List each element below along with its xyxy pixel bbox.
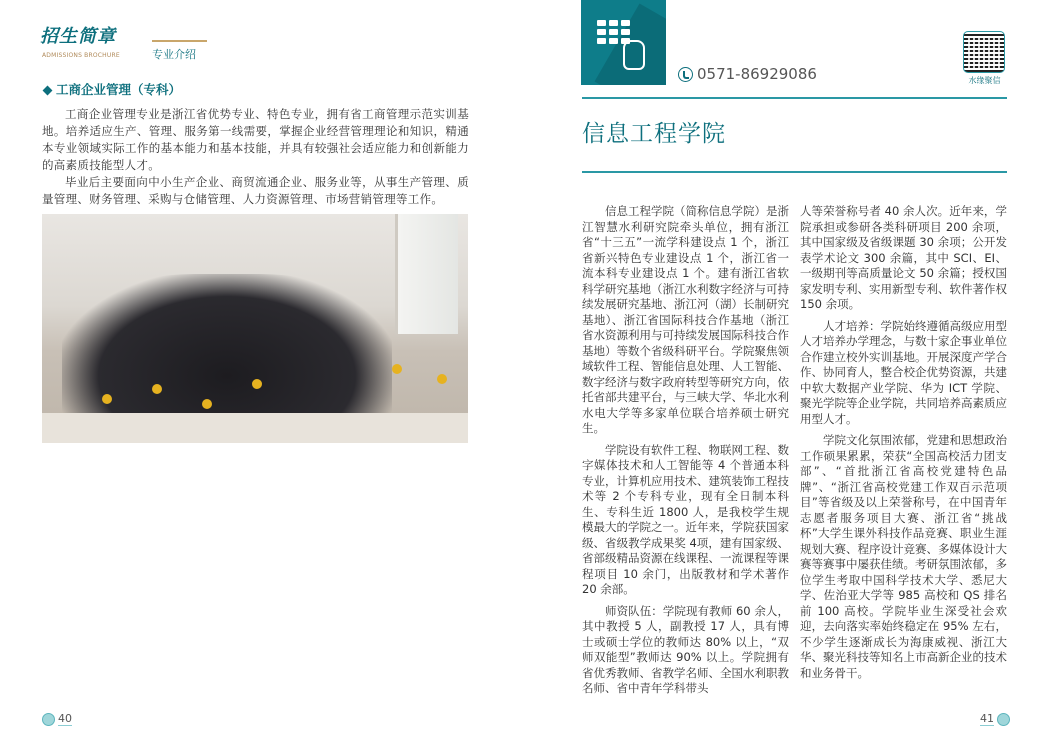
paragraph: 毕业后主要面向中小生产企业、商贸流通企业、服务业等，从事生产管理、质量管理、财务管理、采购与仓储管理、人力资源管理、市场营销管理等工作。 — [42, 175, 469, 206]
divider — [582, 97, 1007, 99]
contact-icon-box — [581, 0, 666, 85]
brochure-logo — [40, 26, 220, 70]
logo-subtitle: 专业介绍 — [152, 48, 196, 61]
page-number: 41 — [980, 712, 994, 725]
paragraph: 信息工程学院（简称信息学院）是浙江智慧水利研究院牵头单位，拥有浙江省“十三五”一流学科建设点 1 个，浙江省新兴特色专业建设点 1 个，浙江省一流本科专业建设点 1 个。建有浙江省软科学研究基地（浙江水利数字经济与可持续发展研究基地、浙江河（湖）长制研究基地）、浙江省国际科技合作基地（浙江省水资源利用与可持续发展国际科技合作基地）等数个省级科研平台。学院聚焦领域软件工程、智能信息处理、人工智能、数字经济与数字政府转型等研究方向，依托省部共建平台，与三峡大学、华北水利水电大学等多家单位联合培养硕士研究生。 — [582, 204, 789, 435]
divider — [582, 171, 1007, 173]
page-number-left — [42, 712, 72, 726]
paragraph: 人才培养：学院始终遵循高级应用型人才培养办学理念，与数十家企事业单位合作建立校外实训基地。开展深度产学合作、协同育人，整合校企优势资源，共建中软大数据产业学院、华为 ICT 学院、聚光学院等企业学院，共同培养高素质应用型人才。 — [800, 318, 1007, 426]
section-title-text: 工商企业管理（专科） — [56, 82, 182, 97]
paragraph: 学院设有软件工程、物联网工程、数字媒体技术和人工智能等 4 个普通本科专业，计算机应用技术、建筑装饰工程技术等 2 个专科专业，现有全日制本科生、专科生近 1800 人，是我校学生规模最大的学院之一。近年来，学院获国家级、省级教学成果奖 4项，建有国家级、省部级精品资源在线课程、一流课程等课程项目 10 余门，出版教材和学术著作 20 余部。 — [582, 442, 789, 596]
pointing-hand-icon — [623, 40, 645, 70]
major-description — [42, 106, 469, 208]
sunflower — [202, 399, 212, 409]
qr-code — [963, 31, 1005, 73]
paragraph: 学院文化氛围浓郁，党建和思想政治工作硕果累累，荣获“全国高校活力团支部”、“首批浙江省高校党建特色品牌”、“浙江省高校党建工作双百示范项目”等省级及以上荣誉称号，在中国青年志愿者服务项目大赛、浙江省“挑战杯”大学生课外科技作品竞赛、职业生涯规划大赛、程序设计竞赛、多媒体设计大赛等赛事中屡获佳绩。考研氛围浓郁，多位学生考取中国科学技术大学、悉尼大学、佐治亚大学等 985 高校和 QS 排名前 100 高校。学院毕业生深受社会欢迎，去向落实率始终稳定在 95% 左右，不少学生逐渐成长为海康威视、浙江大华、聚光科技等知名上市高新企业的技术和业务骨干。 — [800, 433, 1007, 680]
keypad-icon — [597, 20, 630, 44]
logo-english: ADMISSIONS BROCHURE — [42, 52, 120, 59]
logo-text: 招生简章 — [40, 26, 116, 47]
sunflower — [392, 364, 402, 374]
phone-icon — [678, 67, 693, 82]
sunflower — [437, 374, 447, 384]
phone-contact — [678, 65, 817, 83]
page-number-right — [980, 712, 1010, 726]
sunflower — [102, 394, 112, 404]
paragraph: 师资队伍：学院现有教师 60 余人，其中教授 5 人，副教授 17 人，具有博士或硕士学位的教师达 80% 以上，“双师双能型”教师达 90% 以上。学院拥有省优秀教师、省教学名师、全国水利职教名师、省中青年学科带头 — [582, 603, 789, 695]
paragraph: 工商企业管理专业是浙江省优势专业、特色专业，拥有省工商管理示范实训基地。培养适应生产、管理、服务第一线需要，掌握企业经营管理理论和知识，精通本专业领域实际工作的基本能力和基本技能，并具有较强社会适应能力和创新能力的高素质技能型人才。 — [42, 107, 469, 172]
text-column-2 — [800, 204, 1007, 687]
sunflower — [152, 384, 162, 394]
section-title — [44, 82, 181, 98]
qr-label: 水缘聚信 — [968, 76, 1001, 85]
diamond-bullet-icon — [43, 86, 53, 96]
graduation-photo — [42, 214, 468, 443]
school-badge-icon — [997, 713, 1010, 726]
desk — [42, 413, 468, 443]
school-badge-icon — [42, 713, 55, 726]
text-column-1 — [582, 204, 789, 703]
window — [395, 214, 458, 334]
phone-number: 0571-86929086 — [697, 65, 817, 83]
paragraph: 人等荣誉称号者 40 余人次。近年来，学院承担或参研各类科研项目 200 余项，其中国家级及省级课题 30 余项；公开发表学术论文 300 余篇，其中 SCI、EI、一级期刊等高质量论文 50 余篇；授权国家发明专利、实用新型专利、软件著作权 150 余项。 — [800, 204, 1007, 311]
college-title: 信息工程学院 — [582, 121, 726, 147]
logo-decoration — [152, 40, 207, 42]
page-number: 40 — [58, 712, 72, 725]
sunflower — [252, 379, 262, 389]
